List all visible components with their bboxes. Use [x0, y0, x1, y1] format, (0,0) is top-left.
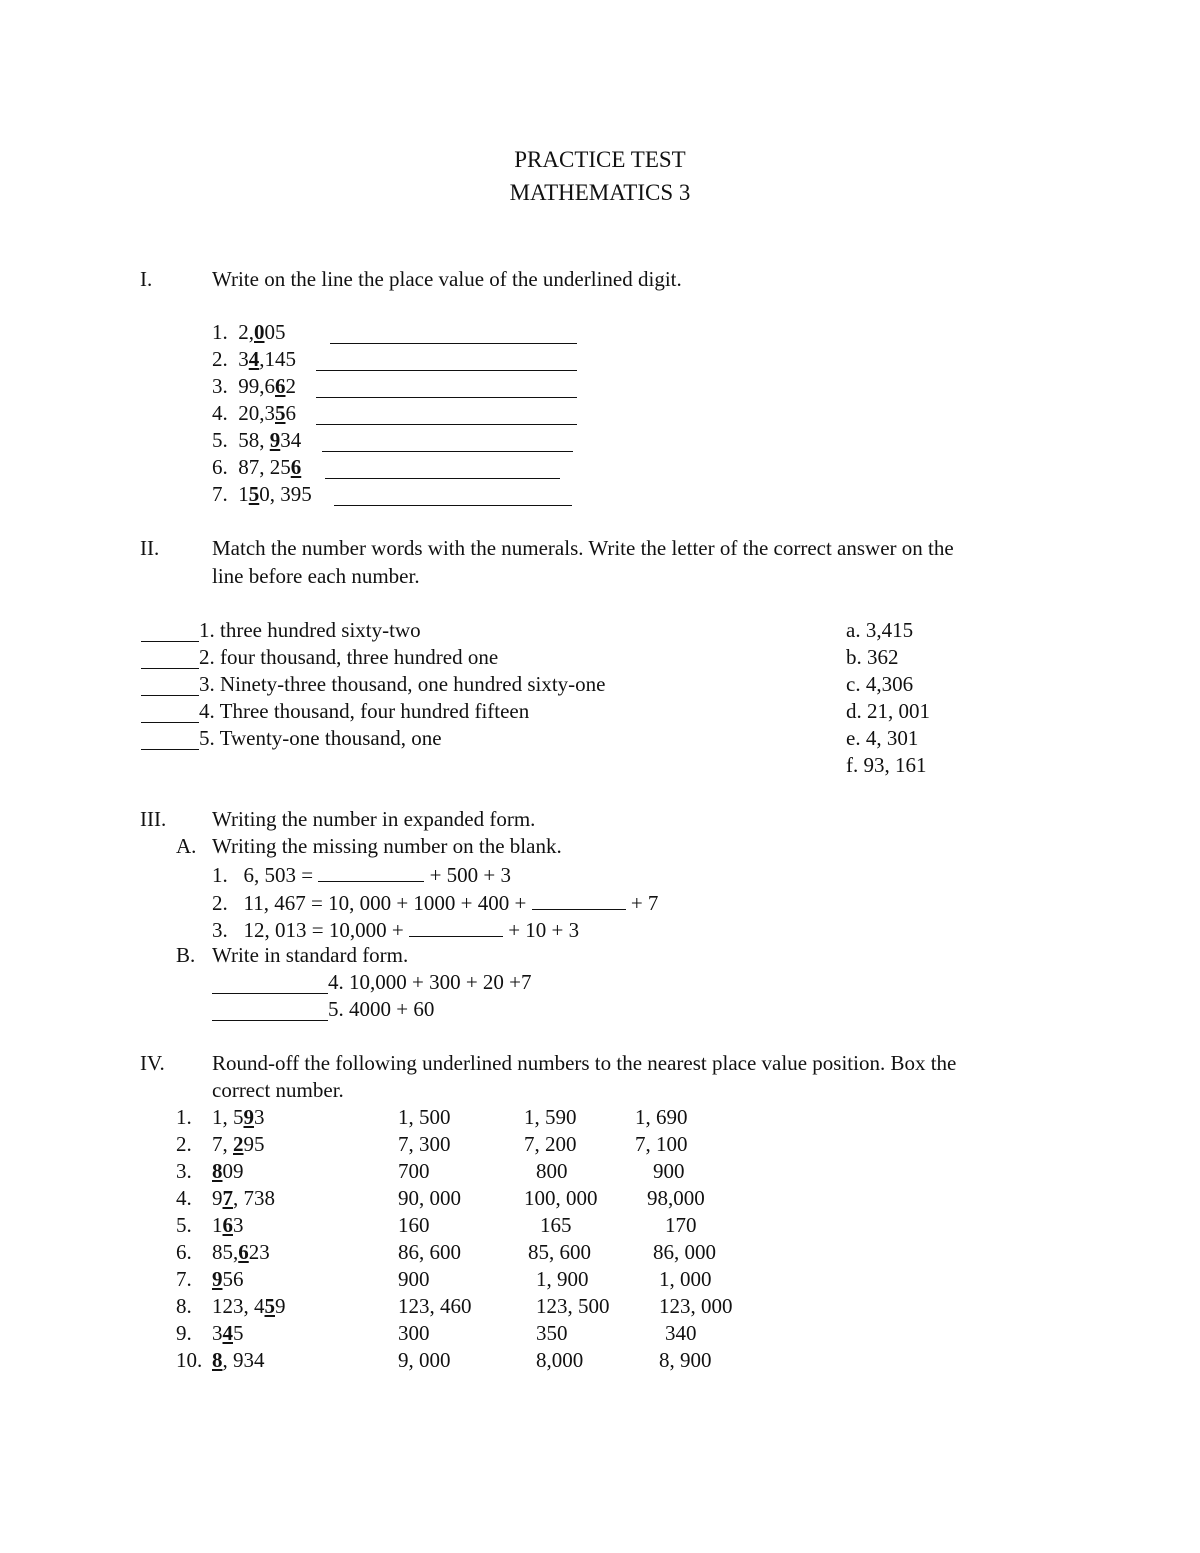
rounding-item-value: 7, 295: [212, 1132, 265, 1156]
rounding-option[interactable]: 7, 300: [398, 1132, 451, 1156]
answer-line[interactable]: [330, 325, 577, 344]
answer-line[interactable]: [212, 975, 328, 994]
rounding-option[interactable]: 800: [536, 1159, 568, 1183]
rounding-option[interactable]: 1, 690: [635, 1105, 688, 1129]
place-value-item: 4. 20,356: [212, 401, 296, 425]
rounding-option[interactable]: 1, 590: [524, 1105, 577, 1129]
rounding-option[interactable]: 165: [540, 1213, 572, 1237]
rounding-item-number: 4.: [176, 1186, 192, 1210]
rounding-item-value: 85,623: [212, 1240, 270, 1264]
rounding-item-value: 809: [212, 1159, 244, 1183]
rounding-item-number: 1.: [176, 1105, 192, 1129]
rounding-option[interactable]: 350: [536, 1321, 568, 1345]
section-4-instruction: Round-off the following underlined numbers to the nearest place value position. Box the: [212, 1051, 957, 1075]
rounding-option[interactable]: 300: [398, 1321, 430, 1345]
rounding-option[interactable]: 1, 000: [659, 1267, 712, 1291]
rounding-item-value: 8, 934: [212, 1348, 265, 1372]
place-value-item: 2. 34,145: [212, 347, 296, 371]
rounding-item-value: 97, 738: [212, 1186, 275, 1210]
section-3-instruction: Writing the number in expanded form.: [212, 807, 536, 831]
page-title: PRACTICE TEST: [514, 147, 686, 172]
rounding-option[interactable]: 98,000: [647, 1186, 705, 1210]
rounding-option[interactable]: 160: [398, 1213, 430, 1237]
choice-c: c. 4,306: [846, 672, 914, 696]
rounding-option[interactable]: 85, 600: [528, 1240, 591, 1264]
answer-line[interactable]: [318, 863, 424, 882]
rounding-item-number: 6.: [176, 1240, 192, 1264]
choice-d: d. 21, 001: [846, 699, 930, 723]
section-1-instruction: Write on the line the place value of the underlined digit.: [212, 267, 682, 291]
rounding-item-value: 163: [212, 1213, 244, 1237]
rounding-option[interactable]: 86, 600: [398, 1240, 461, 1264]
place-value-item: 1. 2,005: [212, 320, 286, 344]
answer-line[interactable]: [409, 918, 503, 937]
choice-a: a. 3,415: [846, 618, 914, 642]
rounding-item-number: 9.: [176, 1321, 192, 1345]
rounding-item-number: 3.: [176, 1159, 192, 1183]
place-value-item: 5. 58, 934: [212, 428, 302, 452]
rounding-option[interactable]: 123, 500: [536, 1294, 610, 1318]
rounding-item-value: 345: [212, 1321, 244, 1345]
expanded-item: 3. 12, 013 = 10,000 + + 10 + 3: [212, 918, 580, 942]
rounding-item-value: 956: [212, 1267, 244, 1291]
section-2-instruction-cont: line before each number.: [212, 564, 420, 588]
answer-line[interactable]: [141, 677, 199, 696]
section-1-number: I.: [140, 267, 153, 291]
rounding-option[interactable]: 900: [653, 1159, 685, 1183]
matching-item: 2. four thousand, three hundred one: [199, 645, 499, 669]
answer-line[interactable]: [316, 379, 577, 398]
part-b-instruction: Write in standard form.: [212, 943, 409, 967]
page-subtitle: MATHEMATICS 3: [509, 180, 691, 205]
section-4-instruction-cont: correct number.: [212, 1078, 344, 1102]
expanded-item: 2. 11, 467 = 10, 000 + 1000 + 400 + + 7: [212, 891, 659, 915]
answer-line[interactable]: [141, 704, 199, 723]
section-2-number: II.: [140, 536, 160, 560]
rounding-item-number: 8.: [176, 1294, 192, 1318]
choice-f: f. 93, 161: [846, 753, 927, 777]
choice-e: e. 4, 301: [846, 726, 919, 750]
rounding-option[interactable]: 86, 000: [653, 1240, 716, 1264]
rounding-option[interactable]: 8, 900: [659, 1348, 712, 1372]
answer-line[interactable]: [141, 650, 199, 669]
rounding-option[interactable]: 7, 200: [524, 1132, 577, 1156]
section-2-instruction: Match the number words with the numerals. Write the letter of the correct answer on the: [212, 536, 954, 560]
rounding-item-value: 123, 459: [212, 1294, 286, 1318]
matching-item: 3. Ninety-three thousand, one hundred sixty-one: [199, 672, 606, 696]
rounding-option[interactable]: 100, 000: [524, 1186, 598, 1210]
rounding-item-number: 2.: [176, 1132, 192, 1156]
rounding-item-number: 5.: [176, 1213, 192, 1237]
answer-line[interactable]: [325, 460, 560, 479]
rounding-option[interactable]: 900: [398, 1267, 430, 1291]
rounding-item-number: 10.: [176, 1348, 203, 1372]
place-value-item: 6. 87, 256: [212, 455, 302, 479]
answer-line[interactable]: [316, 406, 577, 425]
rounding-option[interactable]: 340: [665, 1321, 697, 1345]
answer-line[interactable]: [322, 433, 573, 452]
part-b-letter: B.: [176, 943, 196, 967]
rounding-item-value: 1, 593: [212, 1105, 265, 1129]
part-a-instruction: Writing the missing number on the blank.: [212, 834, 562, 858]
rounding-option[interactable]: 1, 500: [398, 1105, 451, 1129]
section-3-number: III.: [140, 807, 167, 831]
matching-item: 1. three hundred sixty-two: [199, 618, 421, 642]
place-value-item: 7. 150, 395: [212, 482, 312, 506]
matching-item: 5. Twenty-one thousand, one: [199, 726, 442, 750]
rounding-option[interactable]: 7, 100: [635, 1132, 688, 1156]
place-value-item: 3. 99,662: [212, 374, 296, 398]
answer-line[interactable]: [212, 1002, 328, 1021]
rounding-option[interactable]: 170: [665, 1213, 697, 1237]
answer-line[interactable]: [141, 623, 199, 642]
rounding-item-number: 7.: [176, 1267, 192, 1291]
rounding-option[interactable]: 1, 900: [536, 1267, 589, 1291]
choice-b: b. 362: [846, 645, 899, 669]
rounding-option[interactable]: 8,000: [536, 1348, 584, 1372]
rounding-option[interactable]: 123, 460: [398, 1294, 472, 1318]
expanded-item: 1. 6, 503 = + 500 + 3: [212, 863, 512, 887]
matching-item: 4. Three thousand, four hundred fifteen: [199, 699, 530, 723]
rounding-option[interactable]: 90, 000: [398, 1186, 461, 1210]
answer-line[interactable]: [141, 731, 199, 750]
standard-form-item: 4. 10,000 + 300 + 20 +7: [328, 970, 532, 994]
part-a-letter: A.: [176, 834, 197, 858]
answer-line[interactable]: [316, 352, 577, 371]
section-4-number: IV.: [140, 1051, 165, 1075]
answer-line[interactable]: [532, 891, 626, 910]
rounding-option[interactable]: 700: [398, 1159, 430, 1183]
answer-line[interactable]: [334, 487, 572, 506]
rounding-option[interactable]: 123, 000: [659, 1294, 733, 1318]
rounding-option[interactable]: 9, 000: [398, 1348, 451, 1372]
standard-form-item: 5. 4000 + 60: [328, 997, 435, 1021]
